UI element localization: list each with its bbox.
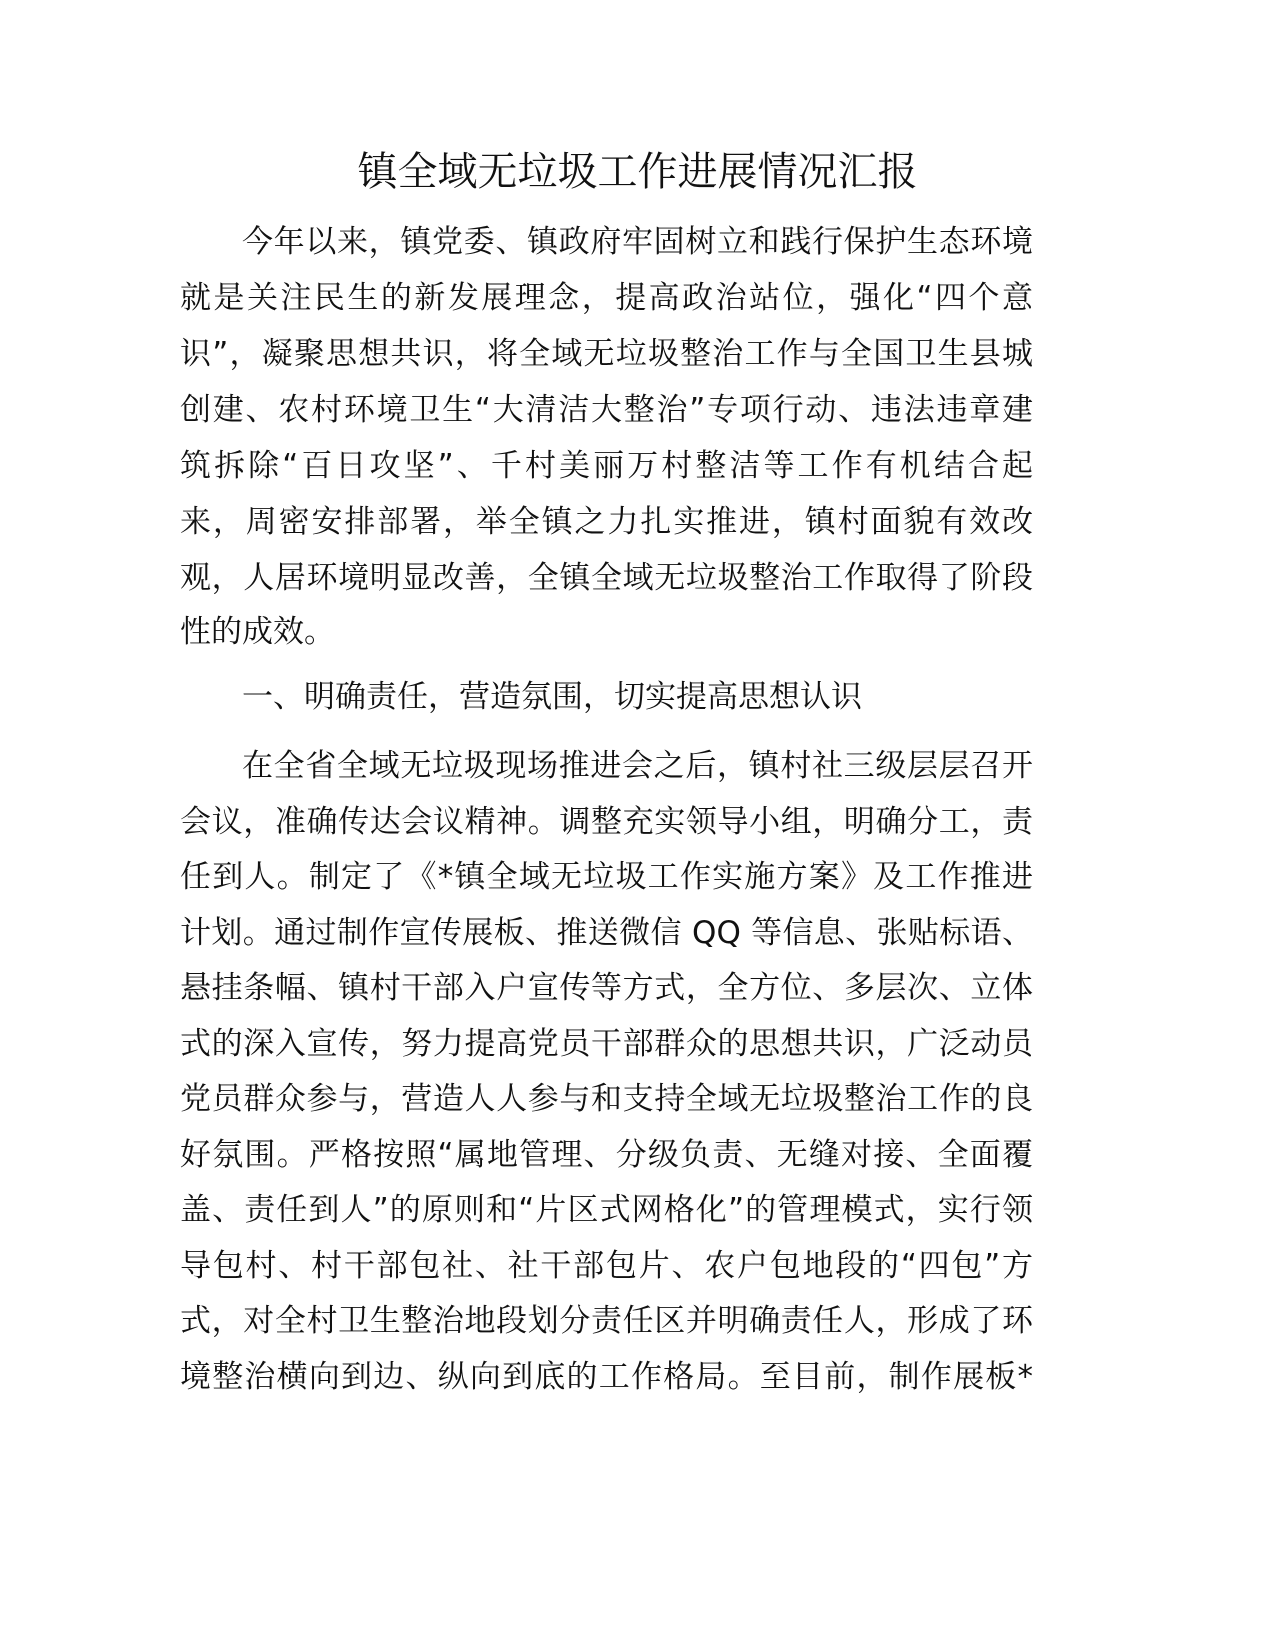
text-line: 式的深入宣传，努力提高党员干部群众的思想共识，广泛动员 — [180, 1026, 1033, 1062]
text-line: 筑拆除“百日攻坚”、千村美丽万村整洁等工作有机结合起 — [180, 448, 1033, 484]
text-line: 性的成效。 — [180, 614, 335, 650]
text-line: 在全省全域无垃圾现场推进会之后，镇村社三级层层召开 — [242, 748, 1033, 784]
text-line: 悬挂条幅、镇村干部入户宣传等方式，全方位、多层次、立体 — [180, 970, 1033, 1006]
text-line: 会议，准确传达会议精神。调整充实领导小组，明确分工，责 — [180, 804, 1033, 840]
text-line: 导包村、村干部包社、社干部包片、农户包地段的“四包”方 — [180, 1248, 1033, 1284]
text-line: 就是关注民生的新发展理念，提高政治站位，强化“四个意 — [180, 280, 1033, 316]
text-line: 识”，凝聚思想共识，将全域无垃圾整治工作与全国卫生县城 — [180, 336, 1033, 372]
text-line: 盖、责任到人”的原则和“片区式网格化”的管理模式，实行领 — [180, 1192, 1033, 1228]
text-line: 境整治横向到边、纵向到底的工作格局。至目前，制作展板* — [180, 1359, 1033, 1395]
document-title: 镇全域无垃圾工作进展情况汇报 — [357, 149, 918, 195]
text-line: 观，人居环境明显改善，全镇全域无垃圾整治工作取得了阶段 — [180, 560, 1033, 596]
text-line: 来，周密安排部署，举全镇之力扎实推进，镇村面貌有效改 — [180, 504, 1033, 540]
text-line: 今年以来，镇党委、镇政府牢固树立和践行保护生态环境 — [242, 224, 1033, 260]
text-line: 创建、农村环境卫生“大清洁大整治”专项行动、违法违章建 — [180, 392, 1033, 428]
text-line: 式，对全村卫生整治地段划分责任区并明确责任人，形成了环 — [180, 1303, 1033, 1339]
section-heading: 一、明确责任，营造氛围，切实提高思想认识 — [242, 679, 862, 715]
text-line: 好氛围。严格按照“属地管理、分级负责、无缝对接、全面覆 — [180, 1137, 1033, 1173]
text-line: 党员群众参与，营造人人参与和支持全域无垃圾整治工作的良 — [180, 1081, 1033, 1117]
text-line: 任到人。制定了《*镇全域无垃圾工作实施方案》及工作推进 — [180, 859, 1033, 895]
text-line: 计划。通过制作宣传展板、推送微信 QQ 等信息、张贴标语、 — [180, 915, 1033, 951]
